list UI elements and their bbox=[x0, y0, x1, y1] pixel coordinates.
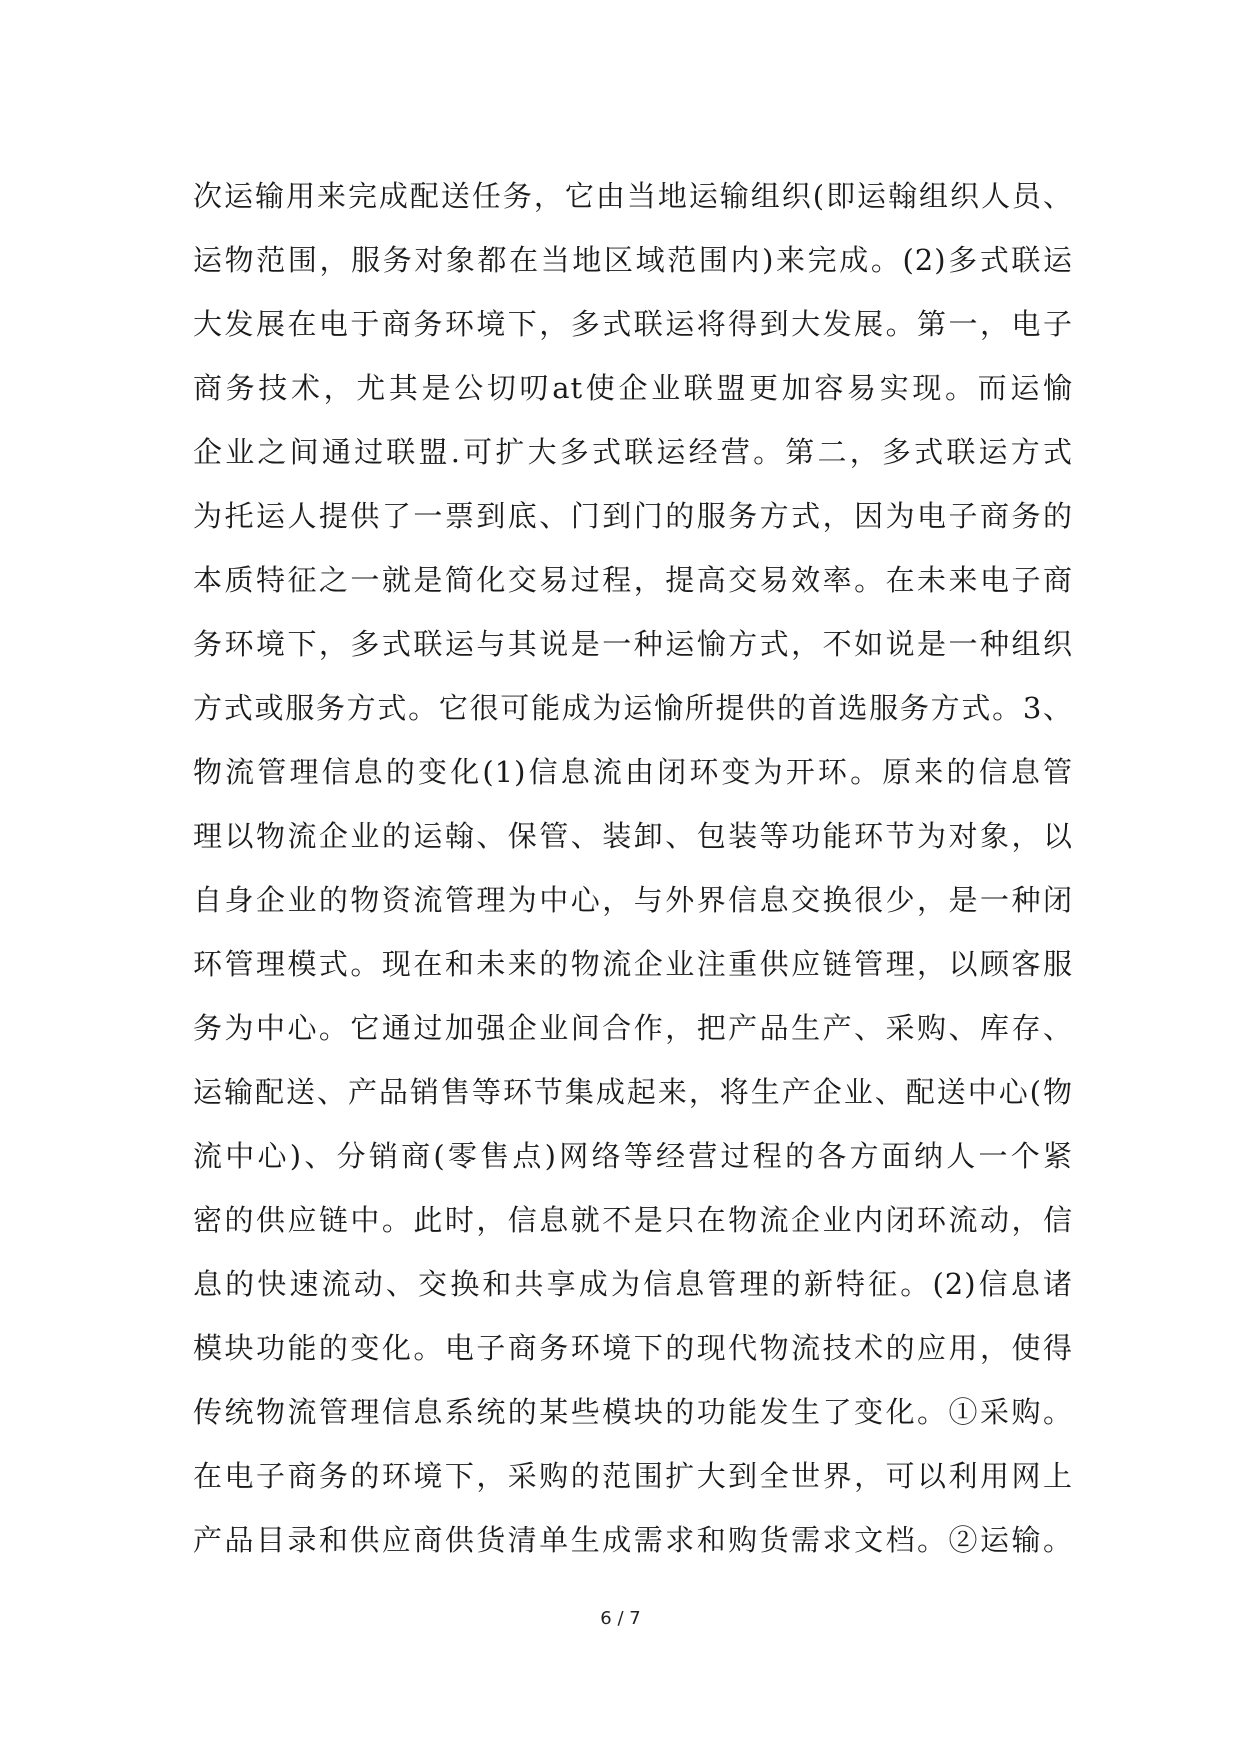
text-line: 理以物流企业的运翰、保管、装卸、包装等功能环节为对象，以 bbox=[193, 819, 1073, 853]
text-line: 产品目录和供应商供货清单生成需求和购货需求文档。②运输。 bbox=[193, 1523, 1073, 1557]
text-line: 大发展在电于商务环境下，多式联运将得到大发展。第一，电子 bbox=[193, 307, 1073, 341]
text-line: 在电子商务的环境下，采购的范围扩大到全世界，可以利用网上 bbox=[193, 1459, 1073, 1493]
text-line: 为托运人提供了一票到底、门到门的服务方式，因为电子商务的 bbox=[193, 499, 1073, 533]
text-line: 流中心)、分销商(零售点)网络等经营过程的各方面纳人一个紧 bbox=[193, 1139, 1073, 1173]
text-line: 商务技术，尤其是公切叨at使企业联盟更加容易实现。而运愉 bbox=[193, 371, 1073, 405]
text-line: 密的供应链中。此时，信息就不是只在物流企业内闭环流动，信 bbox=[193, 1203, 1073, 1237]
text-line: 方式或服务方式。它很可能成为运愉所提供的首选服务方式。3、 bbox=[193, 691, 1073, 725]
text-line: 物流管理信息的变化(1)信息流由闭环变为开环。原来的信息管 bbox=[193, 755, 1073, 789]
text-line: 运物范围，服务对象都在当地区域范围内)来完成。(2)多式联运 bbox=[193, 243, 1073, 277]
body-text bbox=[193, 164, 1073, 1572]
text-line: 次运输用来完成配送任务，它由当地运输组织(即运翰组织人员、 bbox=[193, 179, 1073, 213]
text-line: 环管理模式。现在和未来的物流企业注重供应链管理，以顾客服 bbox=[193, 947, 1073, 981]
text-line: 息的快速流动、交换和共享成为信息管理的新特征。(2)信息诸 bbox=[193, 1267, 1073, 1301]
text-line: 模块功能的变化。电子商务环境下的现代物流技术的应用，使得 bbox=[193, 1331, 1073, 1365]
text-line: 自身企业的物资流管理为中心，与外界信息交换很少，是一种闭 bbox=[193, 883, 1073, 917]
text-line: 传统物流管理信息系统的某些模块的功能发生了变化。①采购。 bbox=[193, 1395, 1073, 1429]
text-line: 本质特征之一就是简化交易过程，提高交易效率。在未来电子商 bbox=[193, 563, 1073, 597]
text-line: 运输配送、产品销售等环节集成起来，将生产企业、配送中心(物 bbox=[193, 1075, 1073, 1109]
page-number: 6 / 7 bbox=[600, 1608, 641, 1629]
text-line: 务环境下，多式联运与其说是一种运愉方式，不如说是一种组织 bbox=[193, 627, 1073, 661]
text-line: 企业之间通过联盟.可扩大多式联运经营。第二，多式联运方式 bbox=[193, 435, 1073, 469]
text-line: 务为中心。它通过加强企业间合作，把产品生产、采购、库存、 bbox=[193, 1011, 1073, 1045]
